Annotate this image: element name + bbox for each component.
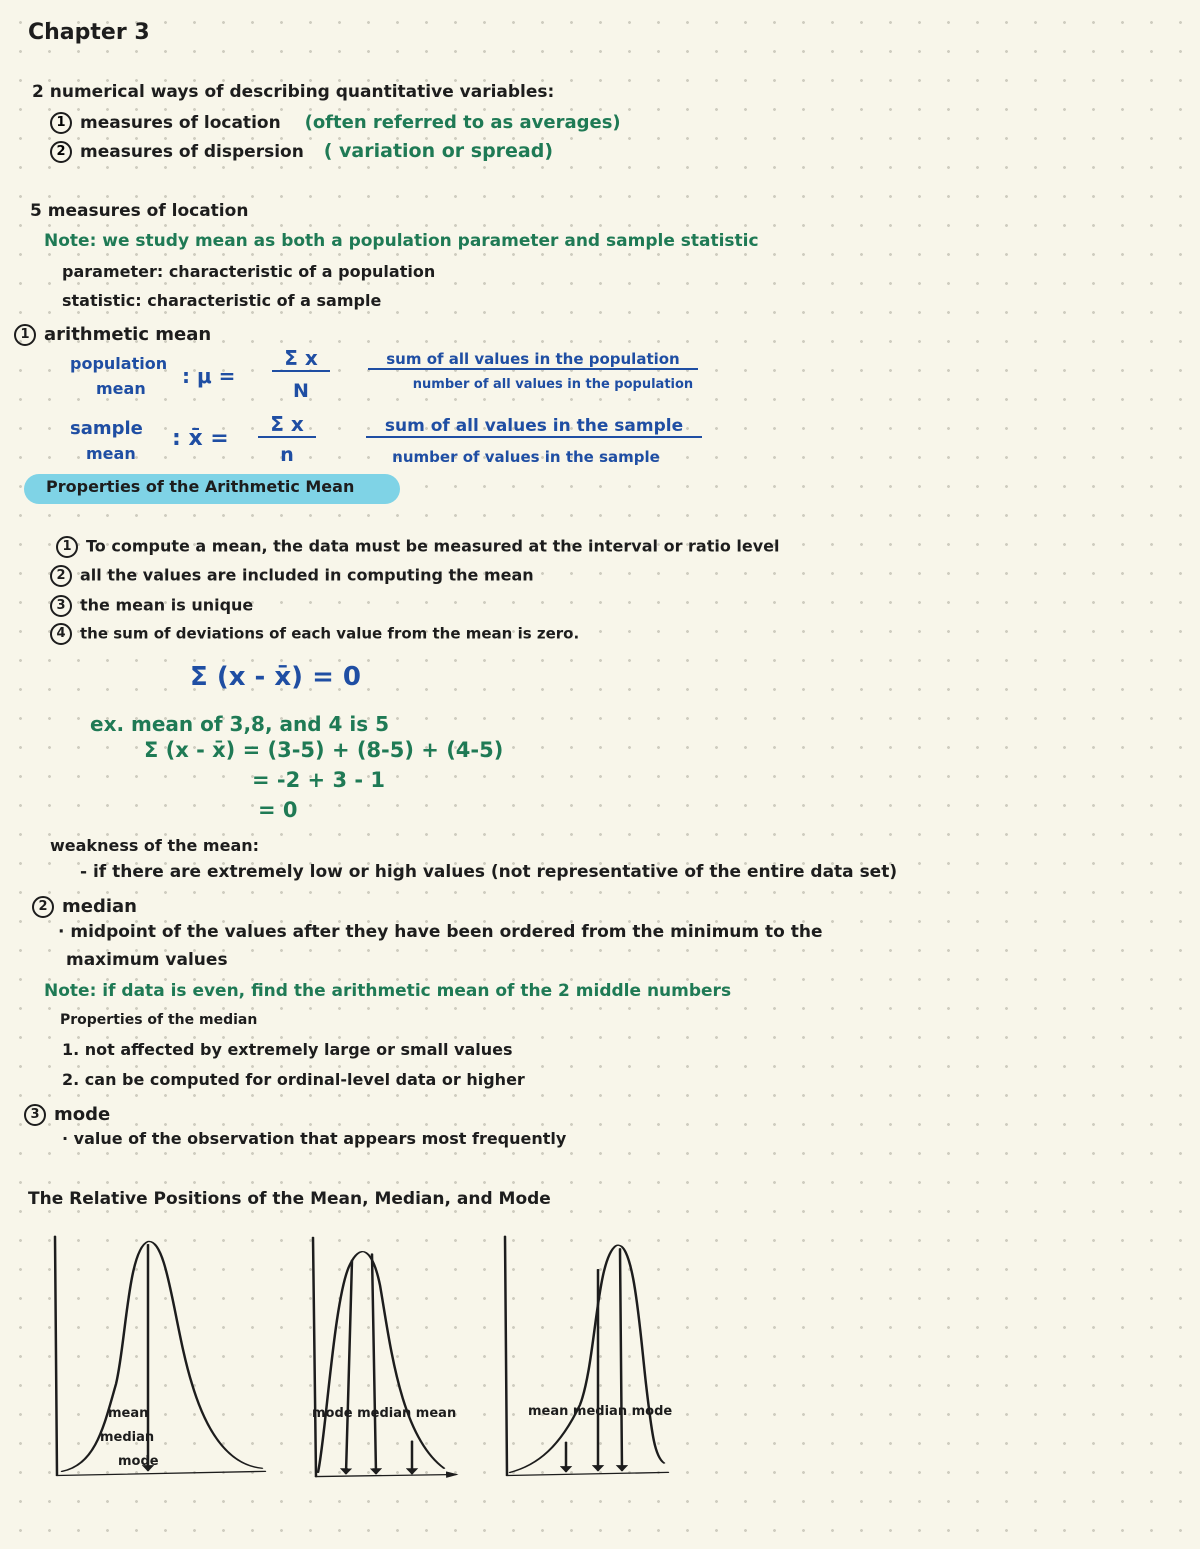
graph-2-curve [318,1252,444,1473]
median-heading-text: median [62,896,137,917]
median-definition-2: maximum values [66,950,228,970]
graph-2-labels: mode median mean [312,1406,457,1421]
graph-negative-skew [505,1236,668,1475]
property-2-text: all the values are included in computing the mean [80,565,534,585]
deviation-formula: Σ (x - x̄) = 0 [190,662,361,692]
graph-1-x-axis [57,1471,265,1475]
circled-number: 1 [56,536,78,558]
property-1-text: To compute a mean, the data must be measured at the interval or ratio level [86,536,780,556]
distribution-graphs [0,1228,700,1488]
population-formula: : μ = [182,364,236,388]
properties-heading: Properties of the Arithmetic Mean [46,477,355,496]
page-title: Chapter 3 [28,20,150,45]
median-properties-heading: Properties of the median [60,1012,258,1028]
population-words-numerator: sum of all values in the population [368,352,698,370]
mode-heading [24,1104,110,1126]
population-words-denominator: number of all values in the population [412,377,694,392]
graph-2-arrow-mode [346,1260,352,1473]
circled-number: 3 [24,1104,46,1126]
property-4 [50,623,579,645]
graph-3-x-axis [507,1472,668,1475]
graph-1-label-median: median [100,1430,155,1445]
median-note: Note: if data is even, find the arithmetic mean of the 2 middle numbers [44,981,732,1001]
intro-item-2 [50,141,553,163]
sample-denominator: n [280,444,294,466]
sample-label-2: mean [86,444,136,463]
graph-1-label-mode: mode [118,1454,159,1469]
mean-heading-text: arithmetic mean [44,324,212,345]
circled-number: 2 [32,896,54,918]
property-4-text: the sum of deviations of each value from the mean is zero. [80,624,580,643]
weakness-item: - if there are extremely low or high values (not representative of the entire data set) [80,862,898,882]
weakness-heading: weakness of the mean: [50,836,260,855]
graph-1-curve [62,1241,262,1471]
location-heading: 5 measures of location [30,201,249,221]
graph-symmetric [55,1236,265,1475]
intro-heading: 2 numerical ways of describing quantitative variables: [32,82,555,102]
mean-heading [14,324,211,346]
median-definition-1: · midpoint of the values after they have been ordered from the minimum to the [58,922,823,942]
sample-words-denominator: number of values in the sample [392,448,660,466]
median-property-2: 2. can be computed for ordinal-level data or higher [62,1070,525,1089]
parameter-definition: parameter: characteristic of a population [62,262,436,281]
circled-number: 2 [50,565,72,587]
graph-2-y-axis [313,1237,316,1476]
example-step-1: Σ (x - x̄) = (3-5) + (8-5) + (4-5) [144,738,504,762]
intro-item-1-text: measures of location [80,113,281,133]
population-label-2: mean [96,379,146,398]
graph-1-label-mean: mean [108,1406,149,1421]
property-2 [50,565,534,587]
sample-label: sample [70,418,143,439]
graph-3-curve [510,1245,664,1472]
population-denominator: N [293,380,309,402]
circled-number: 4 [50,623,72,645]
intro-item-2-note: ( variation or spread) [323,140,554,162]
graph-positive-skew [313,1237,456,1476]
median-heading [32,896,137,918]
property-1 [56,536,780,558]
circled-number: 3 [50,595,72,617]
sample-numerator: Σ x [258,414,316,438]
graph-2-x-axis [316,1474,456,1476]
location-note: Note: we study mean as both a population parameter and sample statistic [44,231,759,251]
circled-number: 1 [14,324,36,346]
graph-2-arrow-median [372,1254,376,1473]
intro-item-1-note: (often referred to as averages) [304,112,621,133]
median-property-1: 1. not affected by extremely large or small values [62,1040,513,1059]
graph-3-arrow-mode [620,1249,622,1471]
example-step-3: = 0 [258,798,298,822]
mode-heading-text: mode [54,1104,111,1125]
property-3-text: the mean is unique [80,595,254,615]
relative-heading: The Relative Positions of the Mean, Median, and Mode [28,1189,551,1209]
statistic-definition: statistic: characteristic of a sample [62,291,382,310]
example-line: ex. mean of 3,8, and 4 is 5 [90,712,390,736]
population-label: population [70,354,168,373]
intro-item-2-text: measures of dispersion [80,142,304,162]
property-3 [50,595,253,617]
intro-item-1 [50,112,621,134]
sample-formula: : x̄ = [172,426,229,451]
graph-3-labels: mean median mode [528,1404,673,1419]
mode-definition: · value of the observation that appears most frequently [62,1129,567,1148]
circled-number: 2 [50,141,72,163]
graph-3-y-axis [505,1236,507,1475]
circled-number: 1 [50,112,72,134]
sample-words-numerator: sum of all values in the sample [366,418,702,438]
graph-1-y-axis [55,1236,57,1475]
population-numerator: Σ x [272,348,330,372]
example-step-2: = -2 + 3 - 1 [252,768,386,792]
